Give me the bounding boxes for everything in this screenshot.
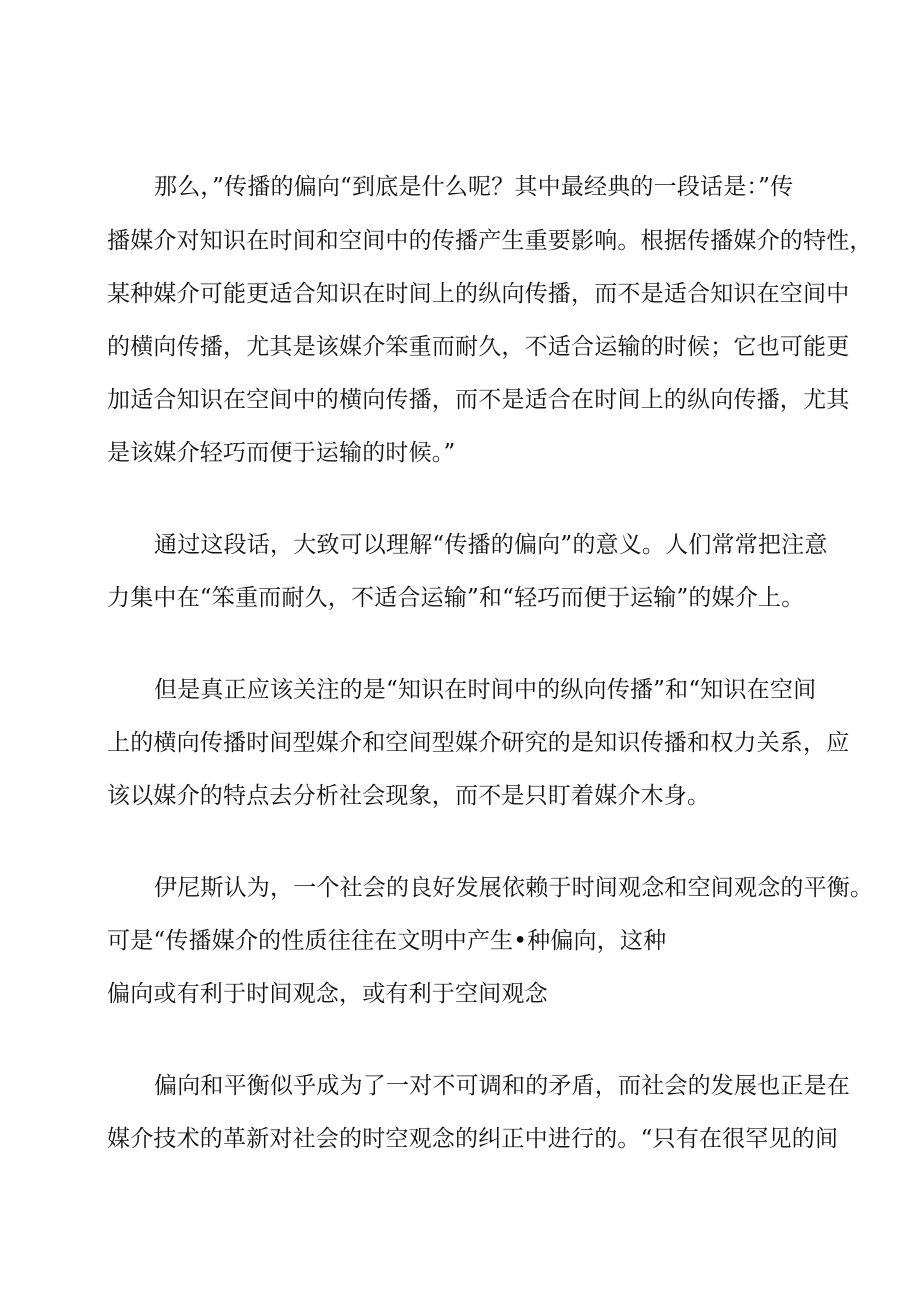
paragraph-3-line-3: 该以媒介的特点去分析社会现象，而不是只盯着媒介木身。 [107, 783, 711, 809]
paragraph-4-line-3: 偏向或有利于时间观念，或有利于空间观念 [107, 981, 548, 1007]
paragraph-2-line-2: 力集中在“笨重而耐久，不适合运输”和“轻巧而便于运输”的媒介上。 [107, 585, 805, 611]
paragraph-1-line-2: 播媒介对知识在时间和空间中的传播产生重要影响。根据传播媒介的特性， [107, 228, 873, 254]
paragraph-1-line-6: 是该媒介轻巧而便于运输的时候。” [107, 440, 456, 466]
paragraph-1-line-1: 那么，”传播的偏向“到底是什么呢？其中最经典的一段话是：”传 [154, 174, 794, 200]
paragraph-2-line-1: 通过这段话，大致可以理解“传播的偏向”的意义。人们常常把注意 [154, 532, 828, 558]
paragraph-1-line-4: 的横向传播，尤其是该媒介笨重而耐久，不适合运输的时候；它也可能更 [107, 334, 850, 360]
paragraph-4-line-2: 可是“传播媒介的性质往往在文明中产生•种偏向，这种 [107, 928, 667, 954]
paragraph-3-line-1: 但是真正应该关注的是“知识在时间中的纵向传播”和“知识在空间 [154, 677, 817, 703]
paragraph-5-line-1: 偏向和平衡似乎成为了一对不可调和的矛盾，而社会的发展也正是在 [154, 1073, 850, 1099]
paragraph-4-line-1: 伊尼斯认为，一个社会的良好发展依赖于时间观念和空间观念的平衡。 [154, 875, 874, 901]
paragraph-1-line-3: 某种媒介可能更适合知识在时间上的纵向传播，而不是适合知识在空间中 [107, 281, 850, 307]
paragraph-5-line-2: 媒介技术的革新对社会的时空观念的纠正中进行的。“只有在很罕见的间 [107, 1126, 839, 1152]
paragraph-3-line-2: 上的横向传播时间型媒介和空间型媒介研究的是知识传播和权力关系，应 [107, 730, 850, 756]
paragraph-1-line-5: 加适合知识在空间中的横向传播，而不是适合在时间上的纵向传播，尤其 [107, 387, 850, 413]
